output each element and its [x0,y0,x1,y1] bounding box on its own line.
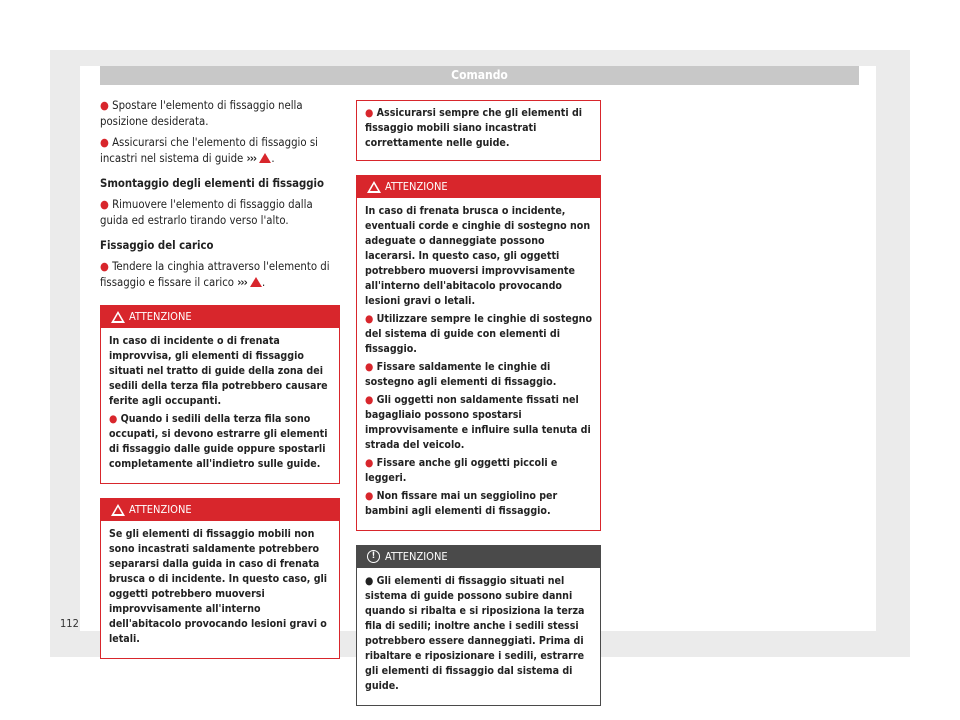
warning-box-header: ATTENZIONE [357,176,600,198]
page-header: Comando [100,66,859,85]
left-column [100,98,340,673]
bullet-icon: ● [100,136,109,149]
bullet-icon: ● [100,198,109,211]
notice-box-header: ! ATTENZIONE [357,546,600,568]
bullet-icon: ● [100,99,109,112]
warning-triangle-icon [250,277,262,287]
warning-text: Se gli elementi di fissaggio mobili non sono incastrati saldamente potrebbero separarsi dalla guida in caso di frenata brusca o di incidente. In questo caso, gli oggetti potrebbero muoversi improvvisamente all'interno dell'abitacolo provocando lesioni gravi o letali. [109,528,328,645]
notice-box [356,545,601,706]
cross-reference-arrow: ››› [237,276,247,289]
step-position: ● Spostare l'elemento di fissaggio nella posizione desiderata. [100,99,303,128]
bullet-icon: ● [365,490,374,502]
warning-box-3 [356,175,601,531]
warning-bullet: ● Assicurarsi sempre che gli elementi di fissaggio mobili siano incastrati correttamente nelle guide. [365,107,583,149]
bullet-icon: ● [109,413,118,425]
bullet-icon: ● [365,313,374,325]
warning-box-2 [100,498,340,659]
warning-bullet: ● Fissare saldamente le cinghie di sostegno agli elementi di fissaggio. [365,361,557,388]
bullet-icon: ● [365,575,374,587]
step-tension: ● Tendere la cinghia attraverso l'elemento di fissaggio e fissare il carico ››› . [100,260,330,289]
warning-triangle-icon [111,311,125,323]
warning-triangle-icon [367,181,381,193]
warning-text: In caso di frenata brusca o incidente, eventuali corde e cinghie di sostegno non adeguate o danneggiate possono lacerarsi. In questo caso, gli oggetti potrebbero muoversi improvvisamente all'interno dell'abitacolo provocando lesioni gravi o letali. [365,205,591,307]
warning-triangle-icon [259,153,271,163]
bullet-icon: ● [365,394,374,406]
warning-bullet: ● Fissare anche gli oggetti piccoli e leggeri. [365,457,558,484]
warning-triangle-icon [111,504,125,516]
bullet-icon: ● [365,361,374,373]
heading-removal: Smontaggio degli elementi di fissaggio [100,177,325,190]
warning-box-header: ATTENZIONE [101,499,339,521]
info-circle-icon: ! [367,550,380,563]
warning-bullet: ● Non fissare mai un seggiolino per bambini agli elementi di fissaggio. [365,490,558,517]
heading-load: Fissaggio del carico [100,239,214,252]
warning-bullet: ● Quando i sedili della terza fila sono occupati, si devono estrarre gli elementi di fissaggio dalle guide oppure spostarli completamente all'indietro sulle guide. [109,413,328,470]
warning-bullet: ● Utilizzare sempre le cinghie di sostegno del sistema di guide con elementi di fissaggio. [365,313,593,355]
warning-text: In caso di incidente o di frenata improvvisa, gli elementi di fissaggio situati nel tratto di guide della zona dei sedili della terza fila potrebbero causare ferite agli occupanti. [109,335,328,407]
page-number: 112 [60,617,79,630]
notice-bullet: ● Gli elementi di fissaggio situati nel sistema di guide possono subire danni quando si ribalta e si riposiziona la terza fila di sedili; inoltre anche i sedili stessi potrebbero essere danneggiati. Prima di ribaltare e riposizionare i sedili, estrarre gli elementi di fissaggio dal sistema di guide. [365,575,585,692]
bullet-icon: ● [365,107,374,119]
cross-reference-arrow: ››› [246,152,257,165]
bullet-icon: ● [365,457,374,469]
step-remove: ● Rimuovere l'elemento di fissaggio dalla guida ed estrarlo tirando verso l'alto. [100,198,313,227]
bullet-icon: ● [100,260,109,273]
middle-column [356,100,601,720]
warning-box-continued [356,100,601,161]
warning-box-1 [100,305,340,484]
step-engage: ● Assicurarsi che l'elemento di fissaggio si incastri nel sistema di guide ››› . [100,136,318,165]
warning-bullet: ● Gli oggetti non saldamente fissati nel bagagliaio possono spostarsi improvvisamente e influire sulla tenuta di strada del veicolo. [365,394,591,451]
warning-box-header: ATTENZIONE [101,306,339,328]
